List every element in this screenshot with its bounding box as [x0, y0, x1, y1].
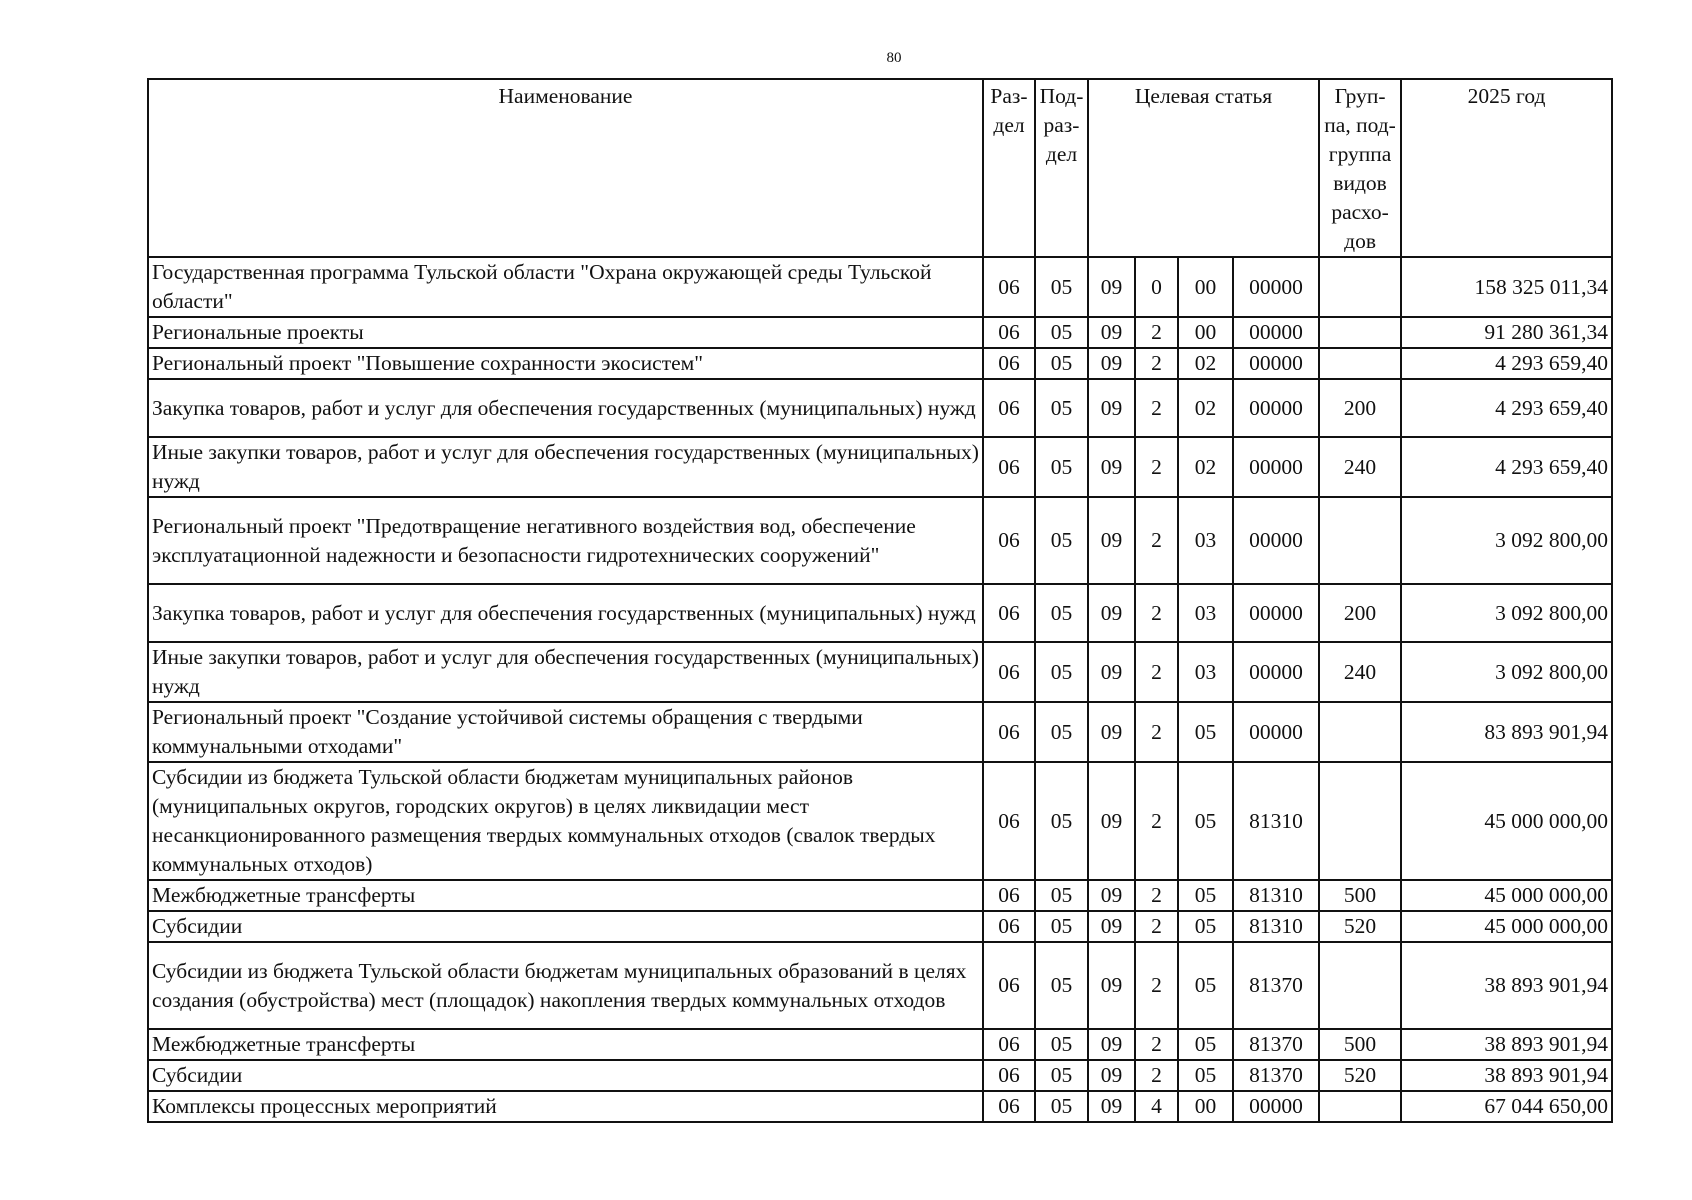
cell-target-subtype: 05	[1178, 1060, 1233, 1091]
cell-amount: 38 893 901,94	[1401, 942, 1612, 1029]
cell-target-direction: 81370	[1233, 1060, 1319, 1091]
cell-target-subtype: 03	[1178, 642, 1233, 702]
cell-razdel: 06	[983, 257, 1035, 317]
cell-target-type: 2	[1135, 584, 1178, 642]
cell-razdel: 06	[983, 911, 1035, 942]
cell-name: Закупка товаров, работ и услуг для обеспечения государственных (муниципальных) нужд	[148, 584, 983, 642]
header-razdel: Раз- дел	[983, 79, 1035, 257]
cell-podrazdel: 05	[1035, 1029, 1088, 1060]
cell-target-type: 2	[1135, 762, 1178, 880]
header-name: Наименование	[148, 79, 983, 257]
cell-podrazdel: 05	[1035, 497, 1088, 584]
cell-target-direction: 00000	[1233, 702, 1319, 762]
cell-expense-group	[1319, 317, 1401, 348]
table-row	[148, 317, 1612, 348]
cell-expense-group: 500	[1319, 1029, 1401, 1060]
cell-amount: 3 092 800,00	[1401, 642, 1612, 702]
cell-name: Межбюджетные трансферты	[148, 880, 983, 911]
cell-name: Межбюджетные трансферты	[148, 1029, 983, 1060]
cell-amount: 158 325 011,34	[1401, 257, 1612, 317]
table-row	[148, 257, 1612, 317]
cell-podrazdel: 05	[1035, 642, 1088, 702]
cell-target-program: 09	[1088, 880, 1135, 911]
cell-expense-group	[1319, 942, 1401, 1029]
cell-podrazdel: 05	[1035, 911, 1088, 942]
cell-podrazdel: 05	[1035, 437, 1088, 497]
cell-target-subtype: 05	[1178, 702, 1233, 762]
table-row	[148, 348, 1612, 379]
cell-target-subtype: 05	[1178, 880, 1233, 911]
cell-target-direction: 00000	[1233, 437, 1319, 497]
cell-name: Государственная программа Тульской области "Охрана окружающей среды Тульской области"	[148, 257, 983, 317]
table-row	[148, 1029, 1612, 1060]
cell-name: Региональный проект "Повышение сохранности экосистем"	[148, 348, 983, 379]
cell-target-subtype: 00	[1178, 1091, 1233, 1122]
cell-target-direction: 81310	[1233, 880, 1319, 911]
cell-name: Закупка товаров, работ и услуг для обеспечения государственных (муниципальных) нужд	[148, 379, 983, 437]
table-row	[148, 437, 1612, 497]
cell-podrazdel: 05	[1035, 880, 1088, 911]
cell-amount: 4 293 659,40	[1401, 379, 1612, 437]
cell-name: Субсидии из бюджета Тульской области бюджетам муниципальных образований в целях создания (обустройства) мест (площадок) накопления твердых коммунальных отходов	[148, 942, 983, 1029]
table-row	[148, 762, 1612, 880]
cell-target-subtype: 05	[1178, 762, 1233, 880]
cell-target-program: 09	[1088, 942, 1135, 1029]
cell-target-program: 09	[1088, 348, 1135, 379]
cell-razdel: 06	[983, 1029, 1035, 1060]
cell-amount: 3 092 800,00	[1401, 497, 1612, 584]
cell-expense-group	[1319, 1091, 1401, 1122]
cell-target-type: 0	[1135, 257, 1178, 317]
cell-podrazdel: 05	[1035, 1091, 1088, 1122]
cell-target-subtype: 05	[1178, 911, 1233, 942]
cell-target-subtype: 00	[1178, 257, 1233, 317]
cell-target-program: 09	[1088, 379, 1135, 437]
cell-expense-group	[1319, 348, 1401, 379]
cell-target-direction: 81370	[1233, 942, 1319, 1029]
cell-name: Субсидии из бюджета Тульской области бюджетам муниципальных районов (муниципальных округов, городских округов) в целях ликвидации мест несанкционированного размещения твердых коммунальных отходов (свалок твердых коммунальных отходов)	[148, 762, 983, 880]
cell-expense-group: 240	[1319, 642, 1401, 702]
cell-podrazdel: 05	[1035, 257, 1088, 317]
cell-expense-group: 200	[1319, 584, 1401, 642]
cell-name: Субсидии	[148, 1060, 983, 1091]
table-row	[148, 911, 1612, 942]
cell-razdel: 06	[983, 1091, 1035, 1122]
cell-name: Региональный проект "Предотвращение негативного воздействия вод, обеспечение эксплуатационной надежности и безопасности гидротехнических сооружений"	[148, 497, 983, 584]
table-row	[148, 1091, 1612, 1122]
header-target-article: Целевая статья	[1088, 79, 1319, 257]
cell-amount: 45 000 000,00	[1401, 880, 1612, 911]
cell-amount: 38 893 901,94	[1401, 1029, 1612, 1060]
cell-target-direction: 81310	[1233, 762, 1319, 880]
cell-expense-group: 520	[1319, 911, 1401, 942]
table-row	[148, 497, 1612, 584]
cell-name: Иные закупки товаров, работ и услуг для обеспечения государственных (муниципальных) нужд	[148, 437, 983, 497]
cell-target-subtype: 05	[1178, 942, 1233, 1029]
cell-target-subtype: 02	[1178, 437, 1233, 497]
header-year: 2025 год	[1401, 79, 1612, 257]
table-row	[148, 702, 1612, 762]
cell-podrazdel: 05	[1035, 317, 1088, 348]
cell-razdel: 06	[983, 584, 1035, 642]
cell-target-direction: 00000	[1233, 317, 1319, 348]
cell-razdel: 06	[983, 1060, 1035, 1091]
table-row	[148, 584, 1612, 642]
cell-target-type: 2	[1135, 437, 1178, 497]
cell-target-program: 09	[1088, 317, 1135, 348]
cell-target-direction: 00000	[1233, 1091, 1319, 1122]
cell-name: Комплексы процессных мероприятий	[148, 1091, 983, 1122]
cell-podrazdel: 05	[1035, 942, 1088, 1029]
cell-target-direction: 00000	[1233, 348, 1319, 379]
cell-target-program: 09	[1088, 1060, 1135, 1091]
cell-target-direction: 00000	[1233, 584, 1319, 642]
cell-target-subtype: 02	[1178, 379, 1233, 437]
cell-target-direction: 00000	[1233, 379, 1319, 437]
cell-target-subtype: 03	[1178, 584, 1233, 642]
table-row	[148, 1060, 1612, 1091]
cell-razdel: 06	[983, 379, 1035, 437]
cell-target-subtype: 03	[1178, 497, 1233, 584]
cell-target-program: 09	[1088, 1091, 1135, 1122]
cell-target-subtype: 02	[1178, 348, 1233, 379]
cell-target-subtype: 00	[1178, 317, 1233, 348]
table-row	[148, 642, 1612, 702]
table-row	[148, 942, 1612, 1029]
cell-podrazdel: 05	[1035, 1060, 1088, 1091]
cell-target-program: 09	[1088, 702, 1135, 762]
cell-amount: 91 280 361,34	[1401, 317, 1612, 348]
cell-target-type: 2	[1135, 317, 1178, 348]
cell-expense-group	[1319, 497, 1401, 584]
cell-razdel: 06	[983, 317, 1035, 348]
cell-amount: 3 092 800,00	[1401, 584, 1612, 642]
cell-amount: 83 893 901,94	[1401, 702, 1612, 762]
cell-name: Региональный проект "Создание устойчивой системы обращения с твердыми коммунальными отходами"	[148, 702, 983, 762]
cell-target-program: 09	[1088, 642, 1135, 702]
cell-target-subtype: 05	[1178, 1029, 1233, 1060]
budget-table	[147, 78, 1613, 1123]
cell-target-type: 2	[1135, 642, 1178, 702]
cell-target-program: 09	[1088, 762, 1135, 880]
cell-target-type: 2	[1135, 1029, 1178, 1060]
header-podrazdel: Под- раз- дел	[1035, 79, 1088, 257]
cell-target-program: 09	[1088, 584, 1135, 642]
page-number: 80	[886, 50, 902, 66]
cell-target-direction: 00000	[1233, 642, 1319, 702]
cell-razdel: 06	[983, 497, 1035, 584]
cell-razdel: 06	[983, 642, 1035, 702]
cell-razdel: 06	[983, 437, 1035, 497]
cell-target-direction: 00000	[1233, 497, 1319, 584]
cell-amount: 45 000 000,00	[1401, 911, 1612, 942]
cell-expense-group: 500	[1319, 880, 1401, 911]
table-body	[148, 257, 1612, 1122]
cell-target-type: 2	[1135, 379, 1178, 437]
cell-podrazdel: 05	[1035, 584, 1088, 642]
cell-podrazdel: 05	[1035, 379, 1088, 437]
cell-target-program: 09	[1088, 911, 1135, 942]
cell-expense-group: 200	[1319, 379, 1401, 437]
cell-name: Региональные проекты	[148, 317, 983, 348]
cell-podrazdel: 05	[1035, 702, 1088, 762]
cell-amount: 38 893 901,94	[1401, 1060, 1612, 1091]
cell-razdel: 06	[983, 880, 1035, 911]
cell-expense-group: 520	[1319, 1060, 1401, 1091]
cell-target-type: 2	[1135, 1060, 1178, 1091]
cell-target-program: 09	[1088, 497, 1135, 584]
cell-podrazdel: 05	[1035, 348, 1088, 379]
cell-expense-group	[1319, 702, 1401, 762]
cell-target-type: 2	[1135, 942, 1178, 1029]
cell-amount: 67 044 650,00	[1401, 1091, 1612, 1122]
cell-name: Субсидии	[148, 911, 983, 942]
cell-target-program: 09	[1088, 437, 1135, 497]
cell-razdel: 06	[983, 702, 1035, 762]
cell-podrazdel: 05	[1035, 762, 1088, 880]
cell-name: Иные закупки товаров, работ и услуг для обеспечения государственных (муниципальных) нужд	[148, 642, 983, 702]
cell-amount: 45 000 000,00	[1401, 762, 1612, 880]
cell-target-direction: 81310	[1233, 911, 1319, 942]
cell-amount: 4 293 659,40	[1401, 437, 1612, 497]
cell-target-type: 4	[1135, 1091, 1178, 1122]
table-row	[148, 880, 1612, 911]
cell-expense-group	[1319, 257, 1401, 317]
cell-target-type: 2	[1135, 348, 1178, 379]
cell-target-type: 2	[1135, 911, 1178, 942]
cell-target-program: 09	[1088, 257, 1135, 317]
cell-amount: 4 293 659,40	[1401, 348, 1612, 379]
cell-expense-group	[1319, 762, 1401, 880]
cell-target-type: 2	[1135, 702, 1178, 762]
cell-target-type: 2	[1135, 880, 1178, 911]
cell-target-direction: 81370	[1233, 1029, 1319, 1060]
cell-target-direction: 00000	[1233, 257, 1319, 317]
cell-target-program: 09	[1088, 1029, 1135, 1060]
header-expense-group: Груп- па, под- группа видов расхо- дов	[1319, 79, 1401, 257]
cell-razdel: 06	[983, 348, 1035, 379]
cell-target-type: 2	[1135, 497, 1178, 584]
table-row	[148, 379, 1612, 437]
cell-razdel: 06	[983, 942, 1035, 1029]
cell-expense-group: 240	[1319, 437, 1401, 497]
cell-razdel: 06	[983, 762, 1035, 880]
